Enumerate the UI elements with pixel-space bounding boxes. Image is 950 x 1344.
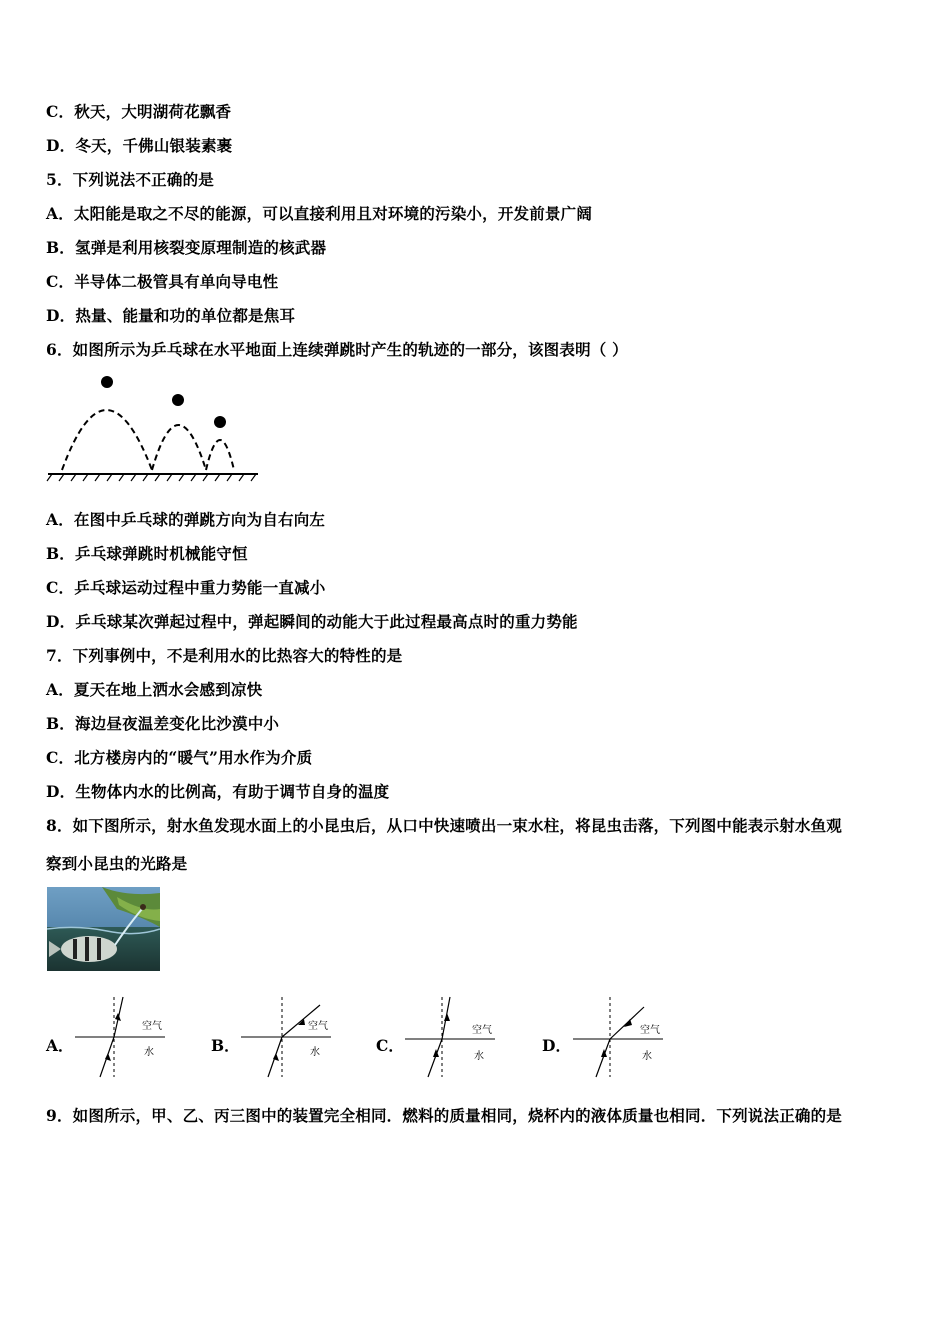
q8-option-d-letter: D． bbox=[542, 1036, 571, 1055]
air-label: 空气 bbox=[472, 1025, 492, 1036]
water-label: 水 bbox=[310, 1047, 320, 1058]
question-9: 9．如图所示，甲、乙、丙三图中的装置完全相同．燃料的质量相同，烧杯内的液体质量也相同．下列说法正确的是 bbox=[46, 1106, 842, 1125]
option-c-q6: C．乒乓球运动过程中重力势能一直减小 bbox=[46, 578, 326, 597]
air-label: 空气 bbox=[640, 1025, 660, 1036]
water-label: 水 bbox=[642, 1051, 652, 1062]
bounce-trajectory-figure bbox=[44, 370, 264, 485]
option-b-q7: B．海边昼夜温差变化比沙漠中小 bbox=[46, 714, 280, 733]
question-8-continued: 察到小昆虫的光路是 bbox=[46, 854, 188, 873]
q8-option-b-diagram[interactable] bbox=[236, 995, 336, 1080]
q8-option-c-letter: C． bbox=[376, 1036, 404, 1055]
air-label: 空气 bbox=[308, 1021, 328, 1032]
q8-option-d-diagram[interactable] bbox=[568, 995, 668, 1080]
option-a-q6: A．在图中乒乓球的弹跳方向为自右向左 bbox=[46, 510, 326, 529]
water-label: 水 bbox=[474, 1051, 484, 1062]
option-d-q5: D．热量、能量和功的单位都是焦耳 bbox=[46, 306, 296, 325]
question-8: 8．如下图所示，射水鱼发现水面上的小昆虫后，从口中快速喷出一束水柱，将昆虫击落，下列图中能表示射水鱼观 bbox=[46, 816, 842, 835]
question-5: 5．下列说法不正确的是 bbox=[46, 170, 214, 189]
q8-option-a-letter: A． bbox=[46, 1036, 74, 1055]
option-c-q5: C．半导体二极管具有单向导电性 bbox=[46, 272, 279, 291]
air-label: 空气 bbox=[142, 1021, 162, 1032]
archer-fish-photo bbox=[47, 887, 160, 971]
option-d-q6: D．乒乓球某次弹起过程中，弹起瞬间的动能大于此过程最高点时的重力势能 bbox=[46, 612, 578, 631]
option-d-q4: D．冬天，千佛山银装素裹 bbox=[46, 136, 233, 155]
q8-option-a-diagram[interactable] bbox=[70, 995, 170, 1080]
q8-option-b-letter: B． bbox=[211, 1036, 240, 1055]
question-6: 6．如图所示为乒乓球在水平地面上连续弹跳时产生的轨迹的一部分，该图表明（ ） bbox=[46, 340, 628, 359]
water-label: 水 bbox=[144, 1047, 154, 1058]
question-7: 7．下列事例中，不是利用水的比热容大的特性的是 bbox=[46, 646, 403, 665]
option-c-q4: C．秋天，大明湖荷花飘香 bbox=[46, 102, 232, 121]
option-a-q5: A．太阳能是取之不尽的能源，可以直接利用且对环境的污染小，开发前景广阔 bbox=[46, 204, 593, 223]
option-b-q5: B．氢弹是利用核裂变原理制造的核武器 bbox=[46, 238, 327, 257]
q8-option-c-diagram[interactable] bbox=[400, 995, 500, 1080]
option-c-q7: C．北方楼房内的“暖气”用水作为介质 bbox=[46, 748, 313, 767]
option-b-q6: B．乒乓球弹跳时机械能守恒 bbox=[46, 544, 248, 563]
option-d-q7: D．生物体内水的比例高，有助于调节自身的温度 bbox=[46, 782, 390, 801]
option-a-q7: A．夏天在地上洒水会感到凉快 bbox=[46, 680, 263, 699]
